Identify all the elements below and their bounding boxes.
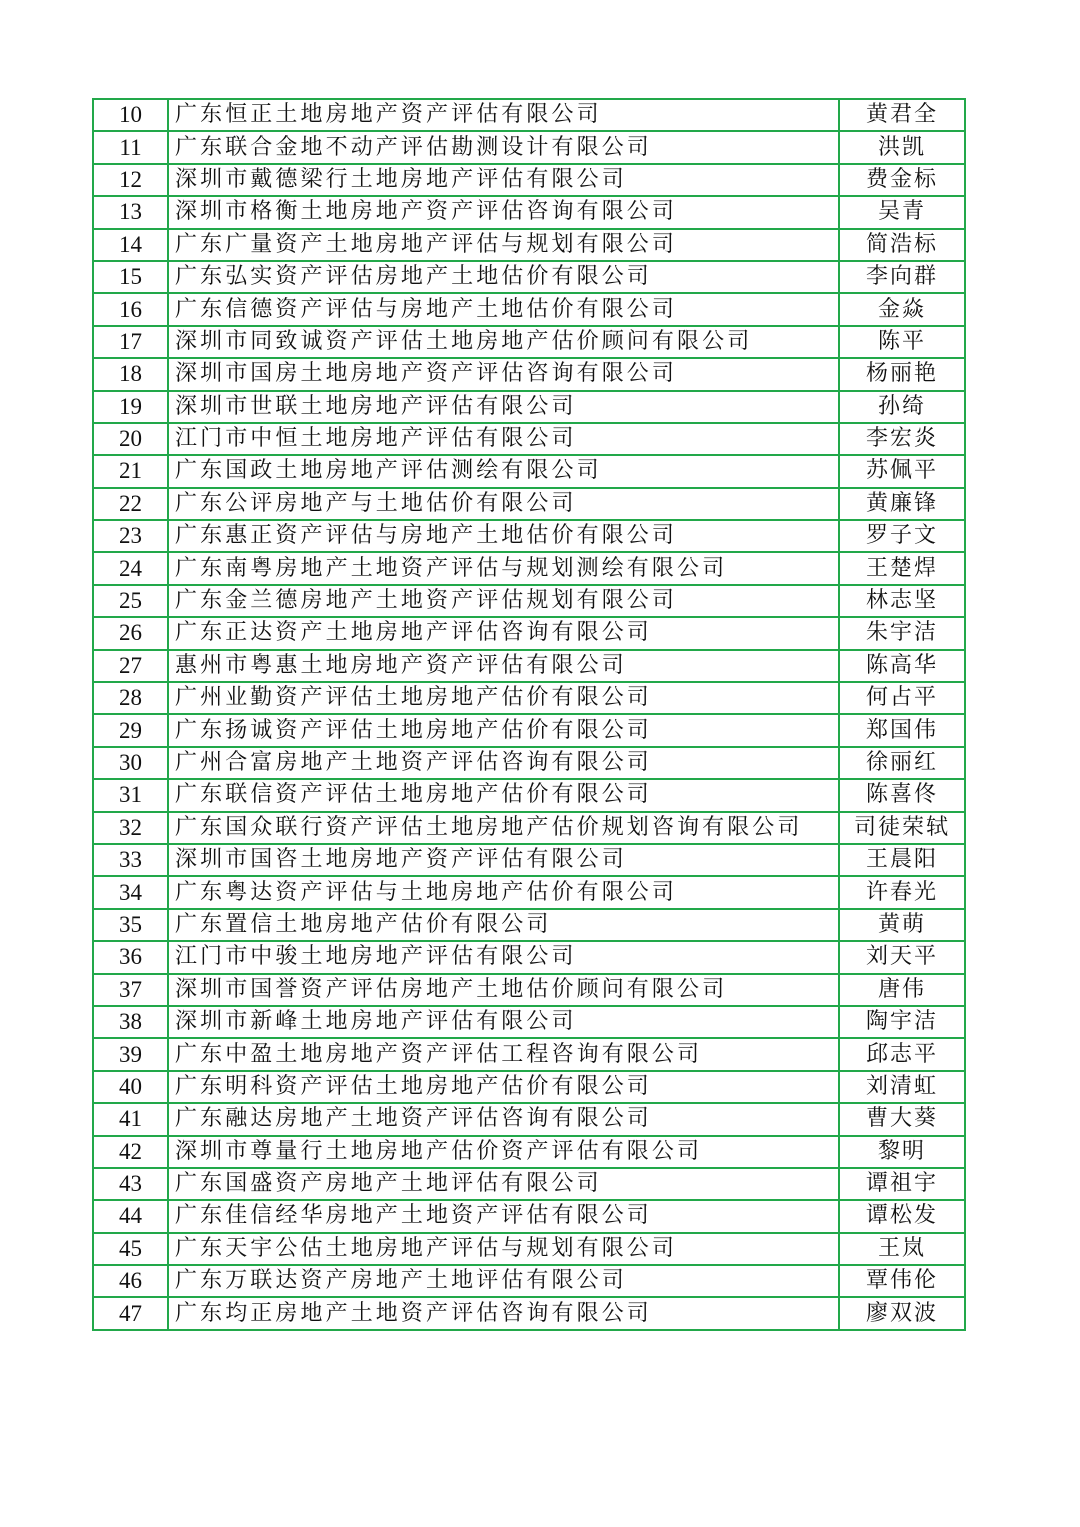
company-name: 广东国众联行资产评估土地房地产估价规划咨询有限公司 [168, 812, 839, 844]
person-name: 金焱 [839, 293, 965, 325]
firm-table-body [93, 99, 965, 1330]
person-name: 李向群 [839, 261, 965, 293]
row-number: 22 [93, 488, 168, 520]
person-name: 黄君全 [839, 99, 965, 131]
table-row [93, 131, 965, 163]
company-name: 深圳市同致诚资产评估土地房地产估价顾问有限公司 [168, 326, 839, 358]
company-name: 广东均正房地产土地资产评估咨询有限公司 [168, 1297, 839, 1329]
person-name: 刘清虹 [839, 1071, 965, 1103]
company-name: 深圳市世联土地房地产评估有限公司 [168, 391, 839, 423]
person-name: 廖双波 [839, 1297, 965, 1329]
table-row [93, 552, 965, 584]
person-name: 覃伟伦 [839, 1265, 965, 1297]
row-number: 41 [93, 1103, 168, 1135]
row-number: 42 [93, 1136, 168, 1168]
company-name: 广东明科资产评估土地房地产估价有限公司 [168, 1071, 839, 1103]
person-name: 陈喜佟 [839, 779, 965, 811]
person-name: 黄廉锋 [839, 488, 965, 520]
company-name: 广东万联达资产房地产土地评估有限公司 [168, 1265, 839, 1297]
company-name: 惠州市粤惠土地房地产资产评估有限公司 [168, 650, 839, 682]
row-number: 44 [93, 1200, 168, 1232]
table-row [93, 1265, 965, 1297]
person-name: 王楚焊 [839, 552, 965, 584]
company-name: 深圳市国房土地房地产资产评估咨询有限公司 [168, 358, 839, 390]
person-name: 王晨阳 [839, 844, 965, 876]
row-number: 39 [93, 1038, 168, 1070]
row-number: 36 [93, 941, 168, 973]
table-row [93, 1006, 965, 1038]
row-number: 17 [93, 326, 168, 358]
row-number: 13 [93, 196, 168, 228]
table-row [93, 1136, 965, 1168]
company-name: 广东南粤房地产土地资产评估与规划测绘有限公司 [168, 552, 839, 584]
row-number: 31 [93, 779, 168, 811]
row-number: 10 [93, 99, 168, 131]
firm-table [92, 98, 966, 1331]
person-name: 陈高华 [839, 650, 965, 682]
person-name: 朱宇洁 [839, 617, 965, 649]
person-name: 费金标 [839, 164, 965, 196]
row-number: 29 [93, 714, 168, 746]
company-name: 深圳市尊量行土地房地产估价资产评估有限公司 [168, 1136, 839, 1168]
person-name: 谭祖宇 [839, 1168, 965, 1200]
company-name: 深圳市新峰土地房地产评估有限公司 [168, 1006, 839, 1038]
table-row [93, 650, 965, 682]
company-name: 广东置信土地房地产估价有限公司 [168, 909, 839, 941]
person-name: 陶宇洁 [839, 1006, 965, 1038]
row-number: 33 [93, 844, 168, 876]
table-row [93, 229, 965, 261]
person-name: 苏佩平 [839, 455, 965, 487]
person-name: 徐丽红 [839, 747, 965, 779]
row-number: 21 [93, 455, 168, 487]
table-row [93, 747, 965, 779]
company-name: 广东粤达资产评估与土地房地产估价有限公司 [168, 876, 839, 908]
table-row [93, 423, 965, 455]
table-row [93, 358, 965, 390]
company-name: 广东金兰德房地产土地资产评估规划有限公司 [168, 585, 839, 617]
company-name: 广东天宇公估土地房地产评估与规划有限公司 [168, 1233, 839, 1265]
table-row [93, 1168, 965, 1200]
person-name: 林志坚 [839, 585, 965, 617]
row-number: 30 [93, 747, 168, 779]
row-number: 37 [93, 974, 168, 1006]
row-number: 35 [93, 909, 168, 941]
company-name: 广东公评房地产与土地估价有限公司 [168, 488, 839, 520]
table-row [93, 455, 965, 487]
person-name: 王岚 [839, 1233, 965, 1265]
company-name: 江门市中恒土地房地产评估有限公司 [168, 423, 839, 455]
person-name: 许春光 [839, 876, 965, 908]
person-name: 罗子文 [839, 520, 965, 552]
person-name: 郑国伟 [839, 714, 965, 746]
company-name: 广州合富房地产土地资产评估咨询有限公司 [168, 747, 839, 779]
company-name: 深圳市格衡土地房地产资产评估咨询有限公司 [168, 196, 839, 228]
row-number: 19 [93, 391, 168, 423]
table-row [93, 779, 965, 811]
company-name: 广东国盛资产房地产土地评估有限公司 [168, 1168, 839, 1200]
table-row [93, 585, 965, 617]
company-name: 深圳市国咨土地房地产资产评估有限公司 [168, 844, 839, 876]
row-number: 14 [93, 229, 168, 261]
person-name: 陈平 [839, 326, 965, 358]
person-name: 简浩标 [839, 229, 965, 261]
row-number: 24 [93, 552, 168, 584]
company-name: 江门市中骏土地房地产评估有限公司 [168, 941, 839, 973]
table-row [93, 1233, 965, 1265]
person-name: 刘天平 [839, 941, 965, 973]
table-row [93, 844, 965, 876]
company-name: 广东中盈土地房地产资产评估工程咨询有限公司 [168, 1038, 839, 1070]
person-name: 谭松发 [839, 1200, 965, 1232]
row-number: 26 [93, 617, 168, 649]
table-row [93, 1200, 965, 1232]
company-name: 广东联信资产评估土地房地产估价有限公司 [168, 779, 839, 811]
company-name: 广东国政土地房地产评估测绘有限公司 [168, 455, 839, 487]
row-number: 16 [93, 293, 168, 325]
table-row [93, 941, 965, 973]
table-row [93, 99, 965, 131]
company-name: 广东恒正土地房地产资产评估有限公司 [168, 99, 839, 131]
table-row [93, 876, 965, 908]
row-number: 43 [93, 1168, 168, 1200]
row-number: 40 [93, 1071, 168, 1103]
person-name: 孙绮 [839, 391, 965, 423]
company-name: 广州业勤资产评估土地房地产估价有限公司 [168, 682, 839, 714]
person-name: 杨丽艳 [839, 358, 965, 390]
row-number: 46 [93, 1265, 168, 1297]
company-name: 广东佳信经华房地产土地资产评估有限公司 [168, 1200, 839, 1232]
table-row [93, 261, 965, 293]
row-number: 18 [93, 358, 168, 390]
table-row [93, 1103, 965, 1135]
person-name: 邱志平 [839, 1038, 965, 1070]
table-row [93, 1071, 965, 1103]
person-name: 黄萌 [839, 909, 965, 941]
company-name: 广东联合金地不动产评估勘测设计有限公司 [168, 131, 839, 163]
person-name: 曹大葵 [839, 1103, 965, 1135]
table-row [93, 974, 965, 1006]
row-number: 28 [93, 682, 168, 714]
row-number: 25 [93, 585, 168, 617]
person-name: 黎明 [839, 1136, 965, 1168]
person-name: 李宏炎 [839, 423, 965, 455]
person-name: 洪凯 [839, 131, 965, 163]
row-number: 15 [93, 261, 168, 293]
table-row [93, 714, 965, 746]
company-name: 广东广量资产土地房地产评估与规划有限公司 [168, 229, 839, 261]
row-number: 47 [93, 1297, 168, 1329]
table-row [93, 196, 965, 228]
table-row [93, 1297, 965, 1329]
row-number: 11 [93, 131, 168, 163]
row-number: 20 [93, 423, 168, 455]
table-row [93, 520, 965, 552]
company-name: 广东正达资产土地房地产评估咨询有限公司 [168, 617, 839, 649]
company-name: 深圳市国誉资产评估房地产土地估价顾问有限公司 [168, 974, 839, 1006]
table-row [93, 293, 965, 325]
company-name: 广东信德资产评估与房地产土地估价有限公司 [168, 293, 839, 325]
company-name: 广东弘实资产评估房地产土地估价有限公司 [168, 261, 839, 293]
company-name: 广东融达房地产土地资产评估咨询有限公司 [168, 1103, 839, 1135]
person-name: 何占平 [839, 682, 965, 714]
table-row [93, 326, 965, 358]
company-name: 深圳市戴德梁行土地房地产评估有限公司 [168, 164, 839, 196]
table-row [93, 909, 965, 941]
company-name: 广东惠正资产评估与房地产土地估价有限公司 [168, 520, 839, 552]
table-row [93, 391, 965, 423]
table-row [93, 488, 965, 520]
person-name: 吴青 [839, 196, 965, 228]
table-row [93, 617, 965, 649]
row-number: 12 [93, 164, 168, 196]
row-number: 32 [93, 812, 168, 844]
row-number: 38 [93, 1006, 168, 1038]
row-number: 45 [93, 1233, 168, 1265]
person-name: 唐伟 [839, 974, 965, 1006]
person-name: 司徒荣轼 [839, 812, 965, 844]
table-row [93, 164, 965, 196]
row-number: 27 [93, 650, 168, 682]
row-number: 23 [93, 520, 168, 552]
row-number: 34 [93, 876, 168, 908]
table-row [93, 682, 965, 714]
table-row [93, 1038, 965, 1070]
table-row [93, 812, 965, 844]
company-name: 广东扬诚资产评估土地房地产估价有限公司 [168, 714, 839, 746]
